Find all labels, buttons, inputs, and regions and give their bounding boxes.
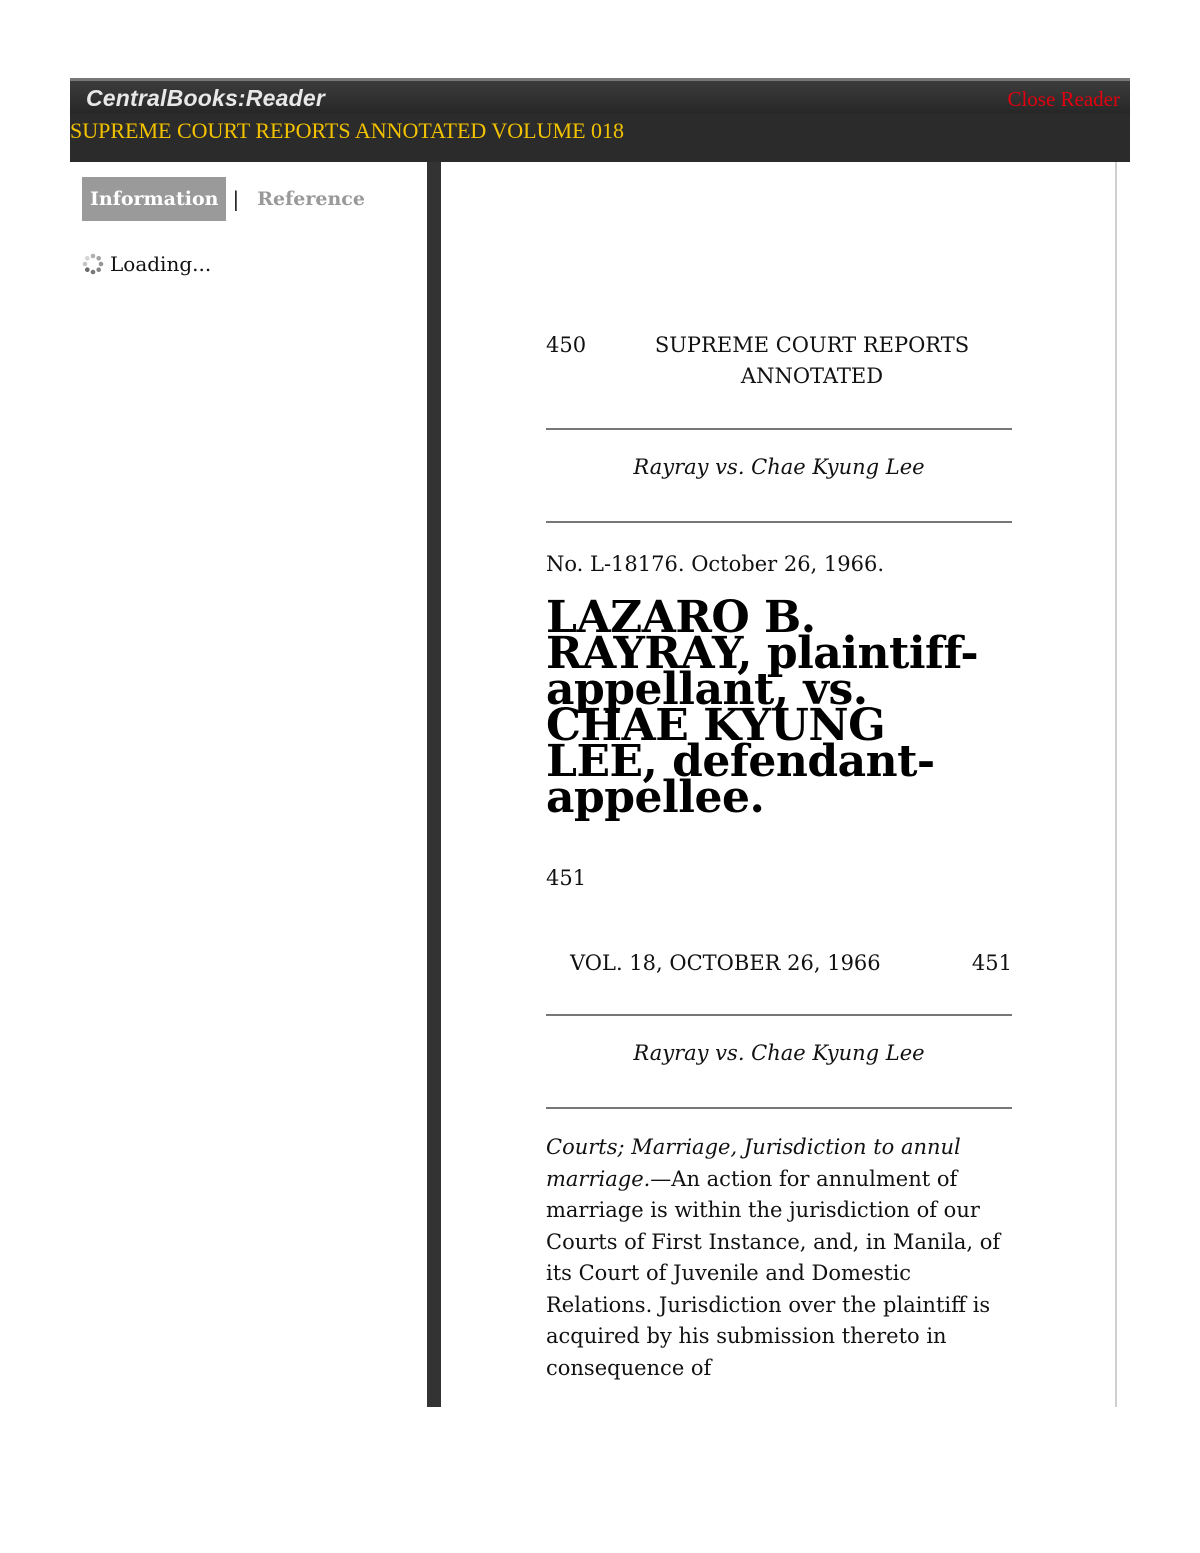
rule-divider	[546, 428, 1012, 430]
rule-divider	[546, 1107, 1012, 1109]
volume-title: SUPREME COURT REPORTS ANNOTATED VOLUME 018	[70, 118, 625, 143]
case-title: Rayray vs. Chae Kyung Lee	[633, 1041, 925, 1065]
document-viewer[interactable]	[441, 162, 1117, 1407]
running-title: SUPREME COURT REPORTS ANNOTATED	[654, 333, 970, 388]
page-break-number: 451	[546, 866, 587, 890]
syllabus-paragraph	[546, 1132, 1012, 1384]
close-reader-link[interactable]: Close Reader	[1007, 87, 1120, 111]
case-title: Rayray vs. Chae Kyung Lee	[633, 455, 925, 479]
sidebar-tabs	[82, 175, 373, 223]
page-number: 450	[546, 333, 587, 357]
syllabus-text: —An action for annulment of marriage is within the jurisdiction of our Courts of First Instance, and, in Manila, of its Court of Juvenile and Domestic Relations. Jurisdiction over the plaintiff is acquired by his submission thereto in consequence of	[546, 1166, 1001, 1380]
loading-label: Loading...	[110, 252, 212, 276]
rule-divider	[546, 521, 1012, 523]
panel-divider[interactable]	[427, 162, 441, 1407]
case-parties: LAZARO B. RAYRAY, plaintiff-appellant, vs. CHAE KYUNG LEE, defendant-appellee.	[546, 592, 979, 823]
page-number: 451	[971, 951, 1012, 975]
reader-header	[70, 78, 1130, 162]
tab-separator: |	[232, 187, 240, 211]
running-title: VOL. 18, OCTOBER 26, 1966	[570, 951, 881, 975]
brand-logo: CentralBooks:Reader	[86, 85, 325, 111]
sidebar-panel	[70, 162, 427, 1407]
spinner-icon	[82, 253, 104, 275]
header-bar	[70, 78, 1130, 114]
rule-divider	[546, 1014, 1012, 1016]
tab-reference[interactable]: Reference	[257, 188, 365, 210]
loading-indicator	[82, 252, 211, 276]
gr-number-line: No. L-18176. October 26, 1966.	[546, 552, 885, 576]
tab-information[interactable]: Information	[82, 177, 226, 221]
syllabus-keywords: Courts; Marriage, Jurisdiction to annul marriage.	[546, 1135, 961, 1191]
